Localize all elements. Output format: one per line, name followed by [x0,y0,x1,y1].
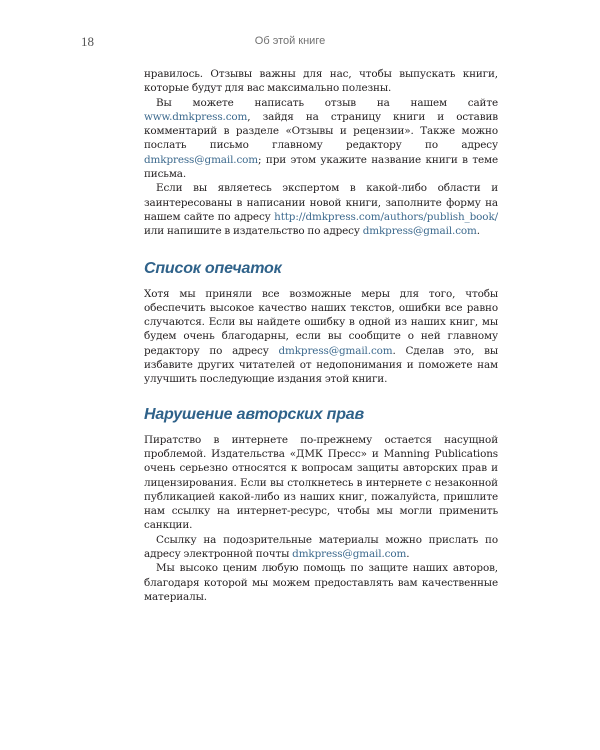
email-link[interactable]: dmkpress@gmail.com [144,153,259,166]
intro-p2-text-b: , зайдя на страницу книги и оставив комментарий в разделе «Отзывы и рецензии». Также можно послать письмо главному редактору по адресу [144,110,498,152]
page-number: 18 [81,34,94,49]
intro-p3-text-a: Если вы являетесь экспертом в какой-либо области и заинтересованы в написании новой книги, заполните форму на нашем сайте по адресу [144,182,498,223]
copyright-paragraph-1 [144,433,498,533]
intro-p2-text-c: ; при этом укажите название книги в теме письма. [144,153,498,181]
copyright-paragraph-3 [144,561,498,604]
copyright-p1-text: Пиратство в интернете по-прежнему остается насущной проблемой. Издательства «ДМК Пресс» и Manning Publications очень серьезно относятся к вопросам защиты авторских прав и лицензирования. Если вы столкнетесь в интернете с незаконной публикацией какой-либо из наших книг, пожалуйста, пришлите нам ссылку на интернет-ресурс, чтобы мы могли применить санкции. [144,433,498,532]
email-link[interactable]: dmkpress@gmail.com [362,225,477,238]
errata-paragraph [144,287,498,387]
errata-text-a: Хотя мы приняли все возможные меры для того, чтобы обеспечить высокое качество наших текстов, ошибки все равно случаются. Если вы найдете ошибку в одной из наших книг, мы будем очень благодарны, если вы сообщите о ней главному редактору по адресу [144,287,498,357]
copyright-p3-text: Мы высоко ценим любую помощь по защите наших авторов, благодаря которой мы можем предоставлять вам качественные материалы. [144,562,498,603]
copyright-p2-text-b: . [406,548,410,561]
copyright-p2-text-a: Ссылку на подозрительные материалы можно прислать по адресу электронной почты [144,533,498,561]
running-title: Об этой книге [254,35,326,47]
email-link[interactable]: dmkpress@gmail.com [292,548,407,561]
intro-p3-text-c: . [476,225,480,238]
errata-text-b: . Сделав это, вы избавите других читателей от недопонимания и поможете нам улучшить последующие издания этой книги. [144,344,498,386]
intro-p2-text-a: Вы можете написать отзыв на нашем сайте [156,96,498,109]
email-link[interactable]: dmkpress@gmail.com [278,344,393,357]
copyright-paragraph-2 [144,533,498,562]
publish-book-link[interactable]: http://dmkpress.com/authors/publish_book/ [274,210,498,223]
website-link[interactable]: www.dmkpress.com [144,110,248,123]
errata-heading: Список опечаток [144,259,282,277]
copyright-heading: Нарушение авторских прав [144,405,364,423]
page-body [144,67,498,604]
intro-p3-text-b: или напишите в издательство по адресу [144,225,363,238]
intro-paragraph-1 [144,67,498,96]
intro-paragraph-2 [144,96,498,182]
intro-p1-text: нравилось. Отзывы важны для нас, чтобы выпускать книги, которые будут для вас максимально полезны. [144,68,498,95]
page-header [81,34,499,50]
intro-paragraph-3 [144,181,498,238]
